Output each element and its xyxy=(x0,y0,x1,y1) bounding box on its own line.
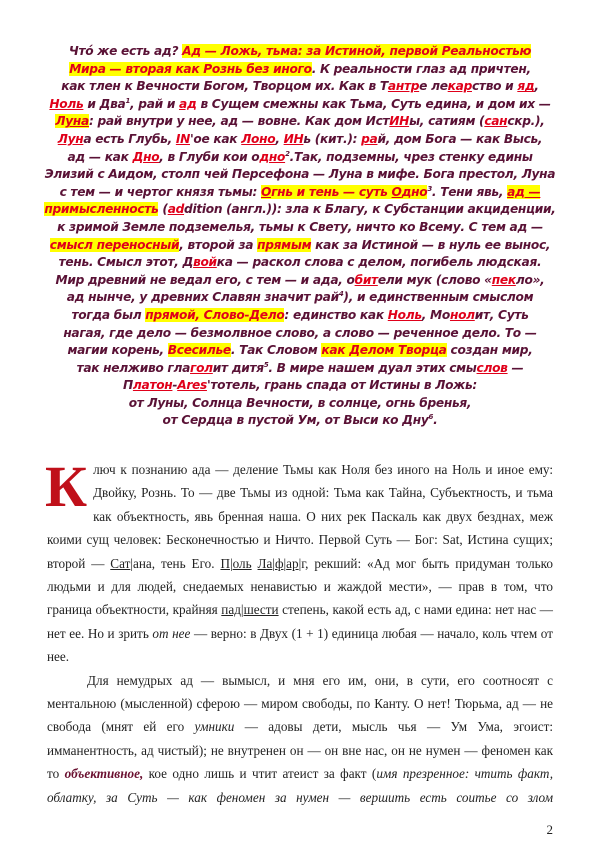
page-number: 2 xyxy=(546,822,553,837)
text-segment: и Два xyxy=(83,96,126,111)
text-segment: — адовы дети, мысль чья — Ум Ума, эгоист: имманентность, ад чистый); не внутренен он — он вне нас, он не нумен — феномен как то xyxy=(47,719,553,782)
poem-line xyxy=(20,272,580,290)
underlined-text: Дно xyxy=(132,149,160,164)
poem-line xyxy=(20,395,580,413)
text-segment: | xyxy=(298,555,302,571)
underlined-text: Лоно xyxy=(241,131,276,146)
text-segment: от Сердца в пустой Ум, от Выси ко Дну xyxy=(162,413,429,428)
text-segment: создан мир, xyxy=(446,343,533,358)
highlighted-text: Л xyxy=(55,114,66,129)
underlined-text: ИН xyxy=(389,114,410,129)
poem-line xyxy=(20,201,580,219)
underlined-text: оль xyxy=(232,555,252,571)
underlined-text: шести xyxy=(243,602,279,618)
text-segment: люч к познанию ада — деление Тьмы как Ноля без иного на Ноль и иное ему: Двойку, Рознь. То — две Тьмы из одной: Тьма как Тайна, Субъектность, и тьма как объектность, явь бренная наша. О них рек Паскаль как двух безднах, меж коими сущ человек: Бесконечностью и Ничто. Первой Суть — Бог: Sat, Истина сущих; второй — xyxy=(47,462,553,571)
underlined-text: ра xyxy=(361,131,378,146)
text-segment: ), и единственным смыслом xyxy=(343,290,534,305)
footnote-ref[interactable]: 1 xyxy=(125,96,131,105)
underlined-text: кар xyxy=(447,79,472,94)
highlighted-text: Мира — вторая как Рознь без иного xyxy=(69,61,312,76)
poem-line xyxy=(20,43,580,61)
highlighted-text: смысл переносный xyxy=(49,237,180,252)
text-segment: . Тени явь, xyxy=(431,184,508,199)
text-segment: 'тотель, грань спада от Истины в Ложь: xyxy=(206,378,477,393)
text-segment: как тлен к Вечности Богом, Творцом их. Как в Т xyxy=(61,79,388,94)
text-segment: 'ое как xyxy=(189,131,242,146)
poem-line xyxy=(20,237,580,255)
text-segment: . Так Словом xyxy=(230,343,322,358)
text-segment: ит, Суть xyxy=(474,307,529,322)
text-segment: , Мо xyxy=(421,307,450,322)
text-segment: | xyxy=(229,555,233,571)
text-segment: к зримой Земле подземелья, тьмы к Свету, ничто ко Всему. С тем ад — xyxy=(57,219,543,234)
text-segment: Элизий с Аидом, столп чей Персефона — Луна в мифе. Бога престол, Луна xyxy=(44,167,556,182)
italic-text: имя презренное: чтить факт, облатку, за Суть — как феномен за нумен — вершить есть соитье со злом xyxy=(47,766,553,805)
poem-line xyxy=(20,219,580,237)
poem-line xyxy=(20,307,580,325)
highlighted-text: Ад — Ложь, тьма: за Истиной, первой Реальностью xyxy=(182,44,532,58)
underlined-text: П xyxy=(220,555,230,571)
text-segment: магии корень, xyxy=(67,343,168,358)
text-segment: а есть Глубь, xyxy=(83,131,176,146)
footnote-ref[interactable]: 2 xyxy=(285,149,290,158)
poem-line xyxy=(20,113,580,131)
text-segment: е ле xyxy=(419,79,448,94)
footnote-ref[interactable]: 5 xyxy=(263,360,269,369)
text-segment: | xyxy=(283,555,287,571)
underlined-text: ИН xyxy=(283,131,304,146)
poem-block xyxy=(20,43,580,430)
poem-line xyxy=(20,289,580,307)
poem-line xyxy=(20,61,580,79)
highlighted-underlined-text: ад — xyxy=(507,184,541,199)
underlined-text: Сат xyxy=(110,555,131,571)
text-segment: dition (англ.)): зла к Благу, к Субстанции акциденции, xyxy=(184,202,556,217)
text-segment: , второй за xyxy=(179,237,258,252)
poem-line xyxy=(20,96,580,114)
text-segment: г, рекший: «Ад мог быть придуман только людьми и для людей, снедаемых ненавистью и жаждой мести», — прав в том, что граница объектности, крайняя xyxy=(47,555,554,618)
text-segment: . xyxy=(433,413,438,428)
text-segment: ло», xyxy=(515,272,545,287)
paragraph-1 xyxy=(45,454,554,669)
footnote-ref[interactable]: 6 xyxy=(428,413,434,422)
text-segment: |ана, тень Его. xyxy=(130,555,221,571)
text-segment: ад нынче, у древних Славян значит рай xyxy=(66,290,339,305)
poem-line xyxy=(20,412,580,430)
underlined-text: яд xyxy=(517,79,535,94)
highlighted-text: прямой, Слово-Дело xyxy=(145,307,285,322)
underlined-text: нол xyxy=(449,307,475,322)
underlined-text: дно xyxy=(259,149,286,164)
poem-line xyxy=(20,254,580,272)
highlighted-text: гнь и тень — суть xyxy=(271,184,392,199)
underlined-text: пек xyxy=(491,272,516,287)
text-segment: от Луны, Солнца Вечности, в солнце, огнь бренья, xyxy=(128,395,472,410)
highlighted-text: примысленность xyxy=(44,202,159,217)
underlined-text: Ноль xyxy=(387,307,422,322)
highlighted-underlined-text: О xyxy=(261,184,272,199)
italic-text: умники xyxy=(194,719,235,735)
text-segment: тогда был xyxy=(71,307,146,322)
footnote-ref[interactable]: 4 xyxy=(338,290,344,299)
highlighted-text: как Делом Творца xyxy=(321,343,447,358)
text-segment: тень. Смысл этот, Д xyxy=(58,255,194,270)
text-segment: ство и xyxy=(472,79,518,94)
underlined-text: ad xyxy=(167,202,185,217)
text-segment: П xyxy=(123,378,133,393)
poem-line xyxy=(20,377,580,395)
text-segment: ад — как xyxy=(67,149,133,164)
text-segment: скр.), xyxy=(507,114,545,129)
text-segment: ит дитя xyxy=(212,360,264,375)
text-segment: . В мире нашем дуал этих смы xyxy=(268,360,477,375)
underlined-text: Ares xyxy=(177,378,207,393)
text-segment: - xyxy=(172,378,178,393)
underlined-text: Ла xyxy=(257,555,273,571)
text-segment: , xyxy=(534,79,539,94)
poem-line xyxy=(20,131,580,149)
underlined-text: латон xyxy=(132,378,173,393)
poem-line xyxy=(20,325,580,343)
text-segment: ели мук (слово « xyxy=(377,272,492,287)
underlined-text: пад xyxy=(221,602,241,618)
paragraph-2 xyxy=(47,669,553,809)
text-segment: как за Истиной — в нуль ее вынос, xyxy=(311,237,551,252)
poem-line xyxy=(20,342,580,360)
underlined-text: сан xyxy=(484,114,508,129)
text-segment: нагая, где дело — безмолвное слово, а слово — реченное дело. То — xyxy=(63,325,537,340)
text-segment: : единство как xyxy=(284,307,388,322)
poem-line xyxy=(20,149,580,167)
text-segment: — xyxy=(507,360,524,375)
text-segment: ка — раскол слова с делом, погибель людская. xyxy=(216,255,542,270)
bold-italic-text: объективное, xyxy=(64,766,144,782)
footnote-ref[interactable]: 3 xyxy=(427,184,432,193)
poem-line xyxy=(20,184,580,202)
underlined-text: гол xyxy=(190,360,213,375)
text-segment: ( xyxy=(158,202,168,217)
text-segment: .Так, подземны, чрез стенку едины xyxy=(289,149,533,164)
underlined-text: Лун xyxy=(57,131,84,146)
text-segment: | xyxy=(240,602,244,618)
text-segment: Чтó же есть ад? xyxy=(68,44,183,58)
underlined-text: IN xyxy=(175,131,190,146)
underlined-text: бит xyxy=(354,272,378,287)
underlined-text: ад xyxy=(179,96,197,111)
text-segment: так нелживо гла xyxy=(76,360,191,375)
drop-cap: К xyxy=(45,454,88,519)
text-segment: | xyxy=(272,555,275,571)
highlighted-underlined-text: О xyxy=(391,184,402,199)
underlined-text: Ноль xyxy=(49,96,84,111)
text-segment: с тем — и чертог князя тьмы: xyxy=(59,184,262,199)
text-segment: , рай и xyxy=(130,96,180,111)
underlined-text: ар xyxy=(286,555,299,571)
prose-body xyxy=(45,454,554,809)
highlighted-underlined-text: уна xyxy=(65,114,89,129)
poem-line xyxy=(20,360,580,378)
text-segment: . К реальности глаз ад причтен, xyxy=(311,61,531,76)
poem-line xyxy=(20,78,580,96)
poem-line xyxy=(20,166,580,184)
text-segment: в Сущем смежны как Тьма, Суть едина, и дом их — xyxy=(196,96,551,111)
underlined-text: слов xyxy=(476,360,508,375)
text-segment: ы, сатиям ( xyxy=(409,114,485,129)
text-segment: : рай внутри у нее, ад — вовне. Как дом Ист xyxy=(88,114,390,129)
text-segment: кое одно лишь и чтит атеист за факт ( xyxy=(143,766,377,782)
text-segment: , в Глуби кои о xyxy=(159,149,260,164)
text-segment: Для немудрых ад — вымысл, и мня его им, они, в сути, его соотносят с ментальною (мысленной) сферою — миром свободы, по Канту. О нет! Тюрьма, ад — не свобода (мнят ей его xyxy=(47,672,553,735)
italic-text: от нее xyxy=(152,625,191,641)
text-segment: й, дом Бога — как Высь, xyxy=(377,131,543,146)
highlighted-text: прямым xyxy=(257,237,312,252)
text-segment: ь (кит.): xyxy=(303,131,362,146)
highlighted-text: дно xyxy=(401,184,428,199)
text-segment: — верно: в Двух (1 + 1) единица любая — начало, коль чтем от нее. xyxy=(47,625,553,665)
underlined-text: вой xyxy=(193,255,217,270)
underlined-text: ф xyxy=(274,555,284,571)
text-segment: Мир древний не ведал его, с тем — и ада, о xyxy=(55,272,355,287)
highlighted-text: Всесилье xyxy=(167,343,231,358)
underlined-text: антр xyxy=(387,79,420,94)
text-segment: , xyxy=(275,131,284,146)
text-segment: степень, какой есть ад, с нами едина: нет нас — нет ее. Но и зрить xyxy=(47,602,553,641)
